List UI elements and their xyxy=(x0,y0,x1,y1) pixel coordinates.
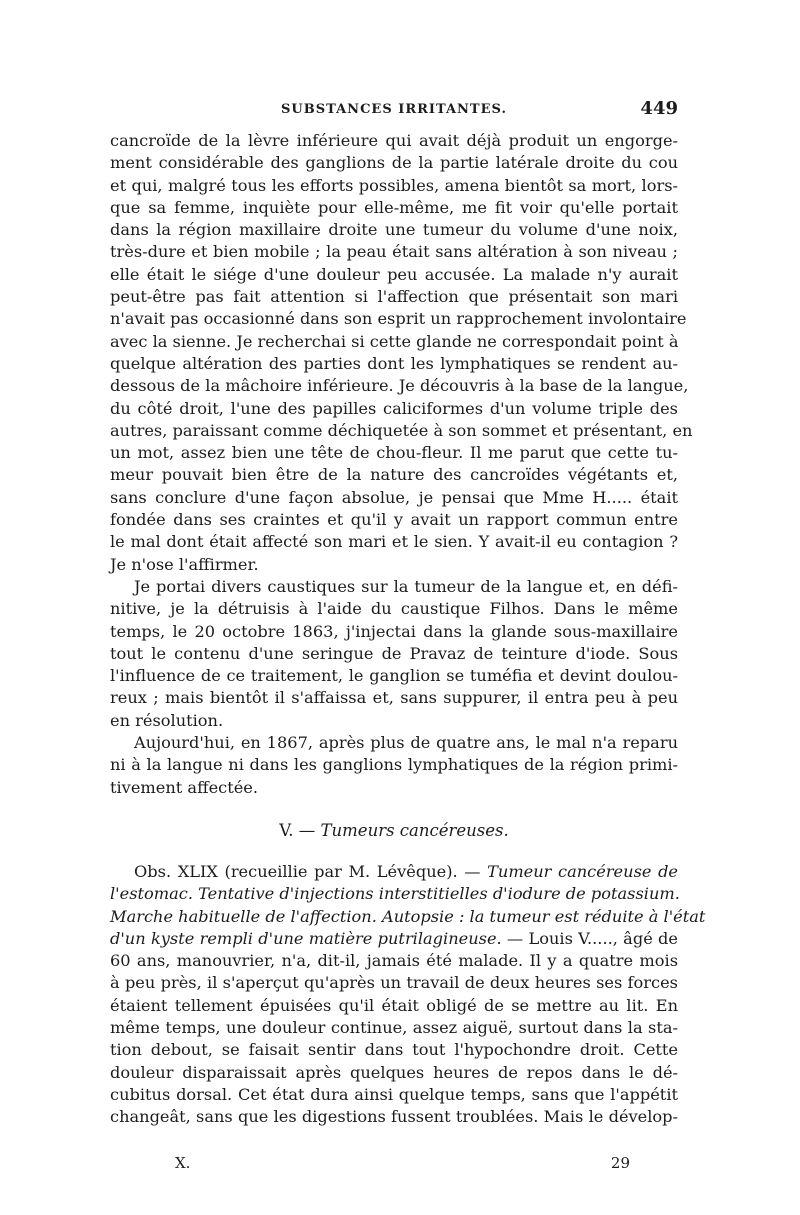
text-line: fondée dans ses craintes et qu'il y avait un rapport commun entre xyxy=(110,510,678,530)
text-line: tivement affectée. xyxy=(110,777,259,797)
signature-number: 29 xyxy=(610,1154,630,1172)
text-line: un mot, assez bien une tête de chou-fleur. Il me parut que cette tu- xyxy=(110,443,678,463)
text-line: et qui, malgré tous les efforts possibles, amena bientôt sa mort, lors- xyxy=(110,175,678,195)
text-line: temps, le 20 octobre 1863, j'injectai dans la glande sous-maxillaire xyxy=(110,621,678,641)
text-line: douleur disparaissait après quelques heures de repos dans le dé- xyxy=(110,1062,678,1082)
text-line: en résolution. xyxy=(110,710,224,730)
text-line: autres, paraissant comme déchiquetée à son sommet et présentant, en xyxy=(110,420,693,440)
text-line: ni à la langue ni dans les ganglions lymphatiques de la région primi- xyxy=(110,755,678,775)
text-line: meur pouvait bien être de la nature des cancroïdes végétants et, xyxy=(110,465,678,485)
section-title: Tumeurs cancéreuses. xyxy=(320,820,509,840)
text-line: elle était le siége d'une douleur peu accusée. La malade n'y aurait xyxy=(110,264,678,284)
text-line: reux ; mais bientôt il s'affaissa et, sans suppurer, il entra peu à peu xyxy=(110,688,678,708)
paragraph-outcome xyxy=(110,732,678,799)
page-footer xyxy=(175,1154,630,1178)
observation-title-line xyxy=(110,928,678,950)
text-line: Je n'ose l'affirmer. xyxy=(110,554,259,574)
text-line: dessous de la mâchoire inférieure. Je découvris à la base de la langue, xyxy=(110,376,689,396)
running-title: SUBSTANCES IRRITANTES. xyxy=(281,102,507,117)
observation-title: Tumeur cancéreuse de xyxy=(487,861,679,881)
text-line: Aujourd'hui, en 1867, après plus de quatre ans, le mal n'a reparu xyxy=(134,733,678,753)
text-line: nitive, je la détruisis à l'aide du caustique Filhos. Dans le même xyxy=(110,599,678,619)
text-line: peut-être pas fait attention si l'affection que présentait son mari xyxy=(110,287,678,307)
text-line: 60 ans, manouvrier, n'a, dit-il, jamais été malade. Il y a quatre mois xyxy=(110,951,678,971)
paragraph-treatment xyxy=(110,576,678,732)
text-line: l'influence de ce traitement, le ganglion se tuméfia et devint doulou- xyxy=(110,666,678,686)
text-line: ment considérable des ganglions de la partie latérale droite du cou xyxy=(110,153,678,173)
text-line: que sa femme, inquiète pour elle-même, me fit voir qu'elle portait xyxy=(110,197,678,217)
body-text xyxy=(110,130,706,1128)
text-line: Je portai divers caustiques sur la tumeur de la langue et, en défi- xyxy=(134,576,678,596)
spacer xyxy=(110,799,678,818)
text-line: changeât, sans que les digestions fussent troublées. Mais le dévelop- xyxy=(110,1107,678,1127)
signature-mark: X. xyxy=(175,1154,191,1172)
observation-title-line: Marche habituelle de l'affection. Autopsie : la tumeur est réduite à l'état xyxy=(110,906,706,926)
observation-lead: Obs. XLIX (recueillie par M. Lévêque). — xyxy=(134,861,481,881)
paragraph-case-history xyxy=(110,130,693,576)
page-header xyxy=(110,98,678,122)
text-line: tion debout, se faisait sentir dans tout l'hypochondre droit. Cette xyxy=(110,1040,678,1060)
patient-intro: Louis V....., âgé de xyxy=(528,928,678,948)
observation-title: d'un kyste rempli d'une matière putrilagineuse. — xyxy=(110,928,524,948)
observation-title-line xyxy=(110,861,678,883)
text-line: le mal dont était affecté son mari et le sien. Y avait-il eu contagion ? xyxy=(110,532,678,552)
text-line: avec la sienne. Je recherchai si cette glande ne correspondait point à xyxy=(110,331,679,351)
spacer xyxy=(110,844,678,861)
text-line: n'avait pas occasionné dans son esprit un rapprochement involontaire xyxy=(110,309,687,329)
text-line: sans conclure d'une façon absolue, je pensai que Mme H..... était xyxy=(110,487,678,507)
text-line: à peu près, il s'aperçut qu'après un travail de deux heures ses forces xyxy=(110,973,678,993)
text-line: du côté droit, l'une des papilles caliciformes d'un volume triple des xyxy=(110,398,678,418)
text-line: cubitus dorsal. Cet état dura ainsi quelque temps, sans que l'appétit xyxy=(110,1084,678,1104)
observation-title-line: l'estomac. Tentative d'injections interstitielles d'iodure de potassium. xyxy=(110,884,680,904)
observation-xlix xyxy=(110,861,706,1129)
text-line: quelque altération des parties dont les lymphatiques se rendent au- xyxy=(110,353,678,373)
text-line: très-dure et bien mobile ; la peau était sans altération à son niveau ; xyxy=(110,242,678,262)
page-number: 449 xyxy=(640,98,678,119)
text-line: même temps, une douleur continue, assez aiguë, surtout dans la sta- xyxy=(110,1017,678,1037)
text-line: dans la région maxillaire droite une tumeur du volume d'une noix, xyxy=(110,220,678,240)
text-line: tout le contenu d'une seringue de Pravaz de teinture d'iode. Sous xyxy=(110,643,678,663)
section-heading xyxy=(110,818,678,844)
section-number: V. — xyxy=(279,820,316,840)
text-line: cancroïde de la lèvre inférieure qui avait déjà produit un engorge- xyxy=(110,131,678,150)
text-line: étaient tellement épuisées qu'il était obligé de se mettre au lit. En xyxy=(110,995,678,1015)
